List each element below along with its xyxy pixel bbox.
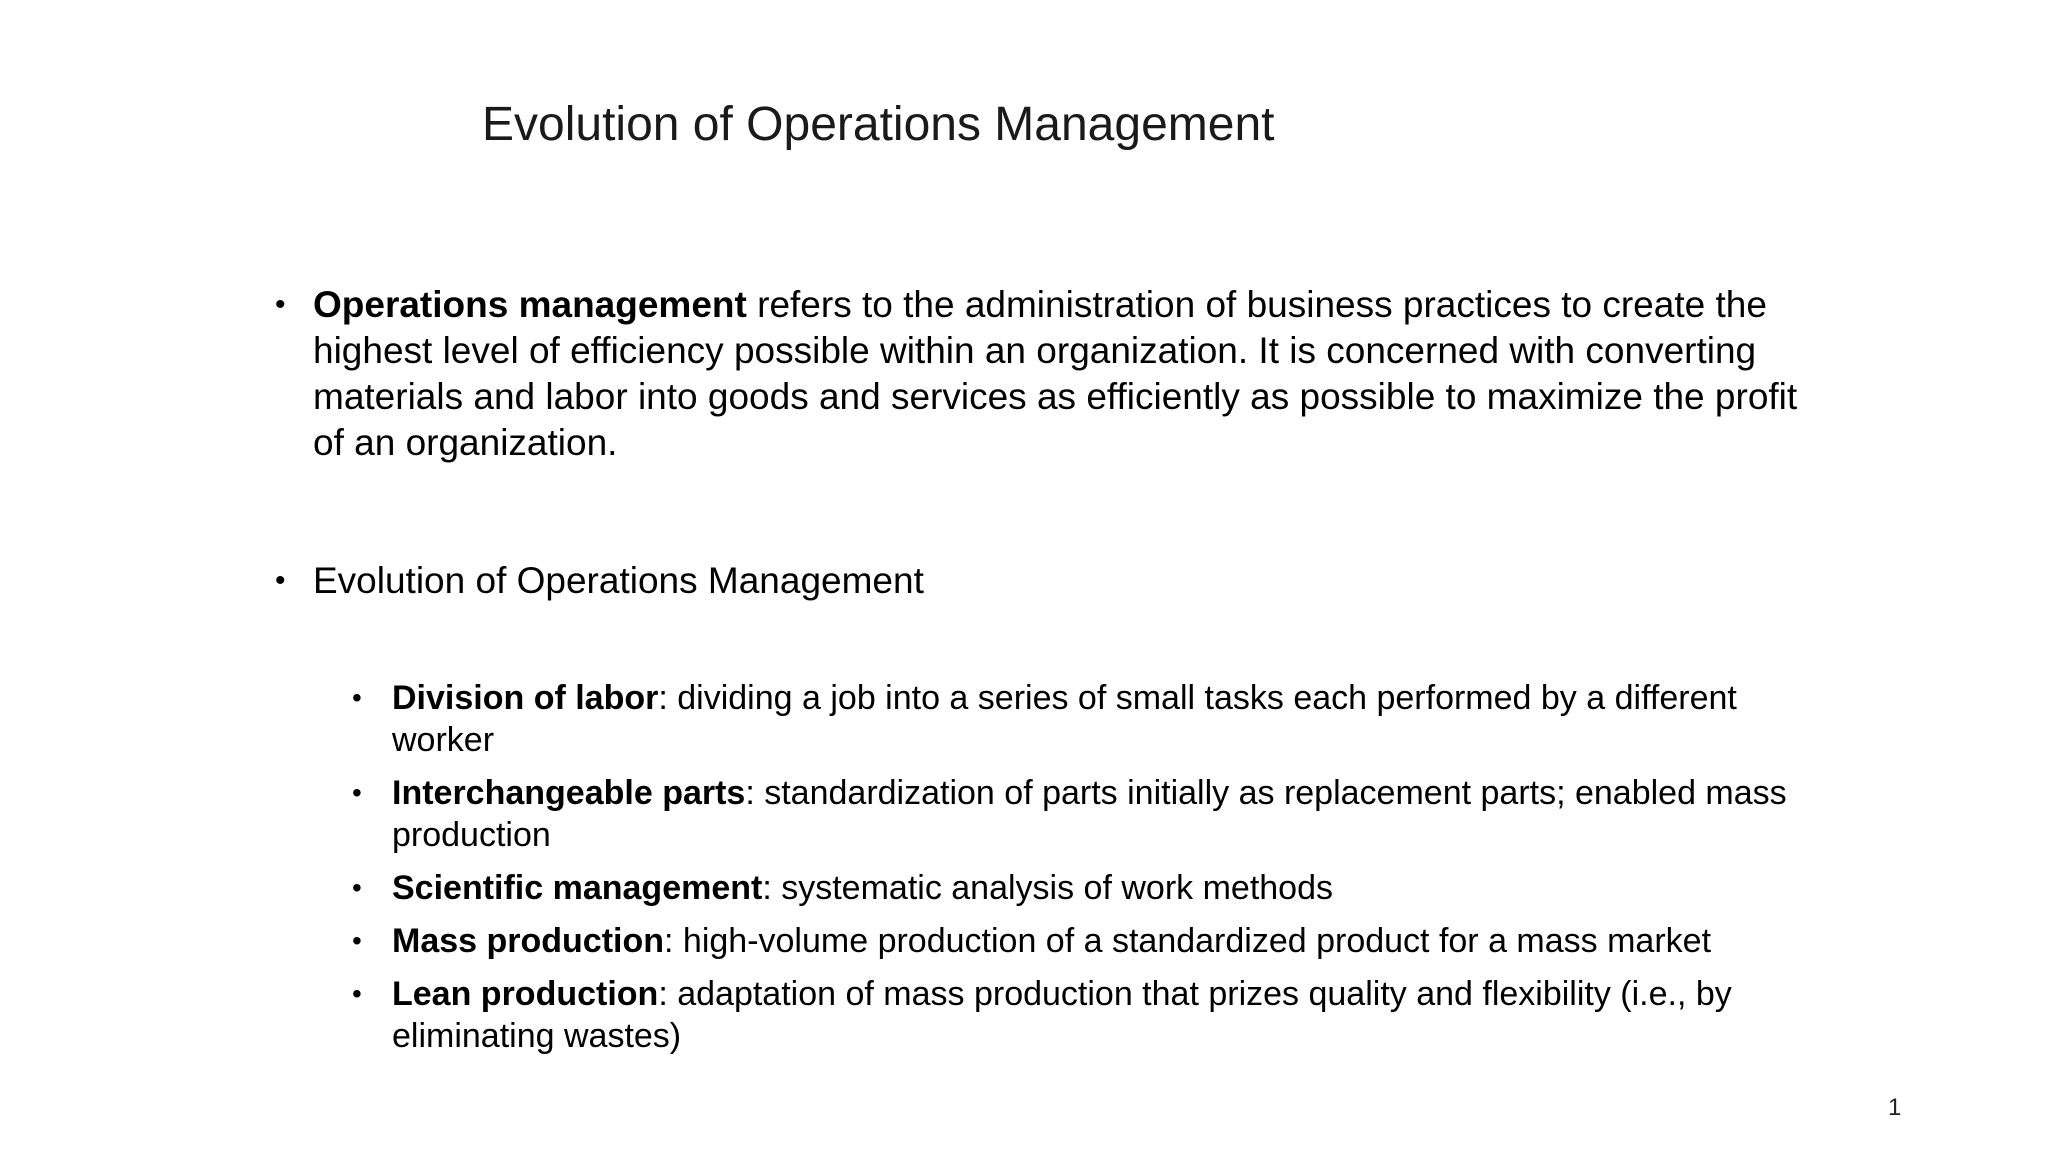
sub-bullet-term: Scientific management [392,869,763,907]
sub-bullet-body: : dividing a job into a series of small tasks each performed by a different worker [392,679,1737,759]
bullet-text [313,558,1813,604]
bullet-dot: • [352,682,362,713]
sub-bullet-body: : adaptation of mass production that prizes quality and flexibility (i.e., by eliminating wastes) [392,975,1732,1055]
sub-bullet-term: Lean production [392,975,659,1013]
bullet-dot: • [352,925,362,956]
sub-bullet-body: : high-volume production of a standardized product for a mass market [664,922,1712,960]
sub-bullet-division-of-labor [352,677,1812,761]
bullet-text [313,282,1813,466]
sub-bullet-scientific-management [352,867,1812,909]
sub-bullet-term: Mass production [392,922,665,960]
page-number: 1 [1888,1094,1902,1121]
bullet-dot: • [352,978,362,1009]
bullet-body: refers to the administration of business practices to create the highest level of efficiency possible within an organization. It is concerned with converting materials and labor into goods and services as efficiently as possible to maximize the profit of an organization. [313,284,1798,463]
sub-bullet-body: : standardization of parts initially as replacement parts; enabled mass production [392,774,1787,854]
slide-title: Evolution of Operations Management [482,98,1275,151]
sub-bullet-lean-production [352,973,1812,1057]
sub-bullet-term: Interchangeable parts [392,774,746,812]
bullet-body: Evolution of Operations Management [313,560,924,601]
sub-bullet-body: : systematic analysis of work methods [762,869,1333,907]
sub-bullet-term: Division of labor [392,679,659,717]
bullet-dot: • [352,872,362,903]
bullet-dot: • [275,288,286,321]
bullet-dot: • [352,777,362,808]
bullet-term: Operations management [313,284,747,325]
sub-bullet-mass-production [352,920,1812,962]
bullet-dot: • [275,564,286,597]
sub-bullet-interchangeable-parts [352,772,1812,856]
evolution-sub-list [352,677,1812,1068]
